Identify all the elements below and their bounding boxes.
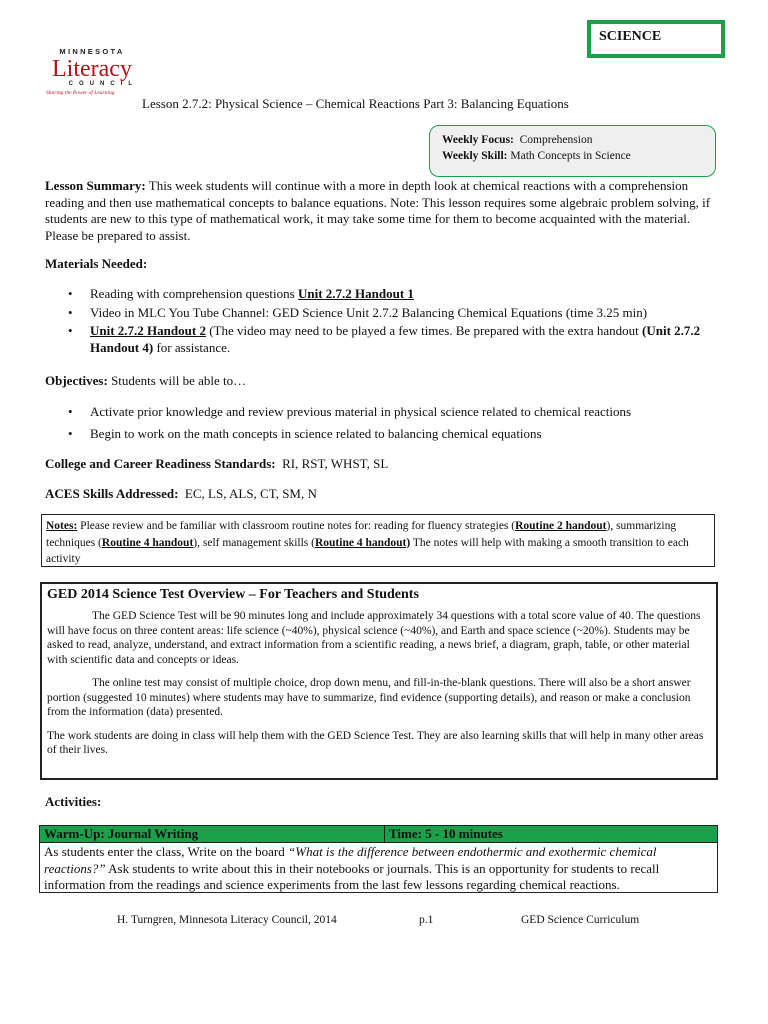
objective-item: • Begin to work on the math concepts in science related to balancing chemical equations bbox=[45, 426, 715, 443]
handout-1-link[interactable]: Unit 2.7.2 Handout 1 bbox=[297, 286, 414, 301]
notes-label: Notes: bbox=[46, 520, 78, 532]
ged-overview-box bbox=[40, 582, 718, 780]
objectives-list bbox=[45, 404, 715, 447]
footer-author: H. Turngren, Minnesota Literacy Council, 2014 bbox=[117, 914, 337, 926]
aces-skills: ACES Skills Addressed: EC, LS, ALS, CT, SM, N bbox=[45, 486, 317, 501]
warmup-table bbox=[39, 825, 718, 893]
ged-paragraph: The online test may consist of multiple choice, drop down menu, and fill-in-the-blank questions. There will also be a short answer portion (suggested 10 minutes) where students may have to summarize, find evidence (supporting details), and reason or make a conclusion from the information (data) presented. bbox=[47, 677, 691, 718]
materials-item: • Video in MLC You Tube Channel: GED Science Unit 2.7.2 Balancing Chemical Equations (time 3.25 min) bbox=[45, 305, 715, 322]
minnesota-literacy-council-logo bbox=[46, 47, 138, 96]
ged-overview-heading: GED 2014 Science Test Overview – For Teachers and Students bbox=[47, 587, 419, 602]
warmup-time: Time: 5 - 10 minutes bbox=[389, 826, 503, 841]
notes-box: Notes: Please review and be familiar with classroom routine notes for: reading for fluency strategies (Routine 2 handout), summarizing techniques (Routine 4 handout), self management skills (Routine 4 handout) The notes will help with making a smooth transition to each activity bbox=[41, 514, 715, 567]
logo-council: COUNCIL bbox=[68, 81, 138, 87]
materials-item: • Unit 2.7.2 Handout 2 (The video may need to be played a few times. Be prepared with the extra handout (Unit 2.7.2 Handout 4) for assistance. bbox=[45, 323, 715, 356]
objectives-label: Objectives: bbox=[45, 373, 108, 388]
subject-label-box bbox=[587, 20, 725, 58]
logo-name: Literacy bbox=[52, 56, 132, 82]
materials-heading: Materials Needed: bbox=[45, 256, 148, 271]
footer-curriculum: GED Science Curriculum bbox=[521, 914, 640, 926]
warmup-divider bbox=[384, 826, 385, 842]
warmup-header-bar bbox=[40, 826, 717, 843]
warmup-title: Warm-Up: Journal Writing bbox=[44, 826, 199, 841]
handout-2-link[interactable]: Unit 2.7.2 Handout 2 bbox=[90, 323, 206, 338]
lesson-summary-text: This week students will continue with a more in depth look at chemical reactions with a comprehension reading and then use mathematical concepts to balance equations. Note: This lesson requires some algebraic problem solving, if students are new to this type of mathematical work, it may take some time for them to become acquainted with the material. Please be prepared to assist. bbox=[45, 178, 711, 243]
warmup-body: As students enter the class, Write on the board “What is the difference between endothermic and exothermic chemical reactions?” Ask students to write about this in their notebooks or journals. This is an opportunity for students to recall information from the readings and science experiments from the last few lessons regarding chemical reactions. bbox=[44, 844, 660, 892]
lesson-title: Lesson 2.7.2: Physical Science – Chemical Reactions Part 3: Balancing Equations bbox=[142, 96, 569, 111]
lesson-summary bbox=[45, 178, 715, 244]
materials-list bbox=[45, 286, 715, 358]
ged-paragraph: The work students are doing in class will help them with the GED Science Test. They are also learning skills that will help in many other areas of their lives. bbox=[47, 729, 704, 756]
ged-paragraph: The GED Science Test will be 90 minutes long and include approximately 34 questions with a total score value of 40. The questions will have focus on three content areas: life science (~40%), physical science (~40%), and Earth and space science (~20%). Students may be asked to read, analyze, understand, and extract information from a scientific reading, a news brief, a diagram, graph, table, or other material with scientific data and concepts or ideas. bbox=[47, 610, 701, 666]
lesson-summary-label: Lesson Summary: bbox=[45, 178, 146, 193]
activities-heading: Activities: bbox=[45, 794, 102, 809]
ccr-standards: College and Career Readiness Standards: RI, RST, WHST, SL bbox=[45, 456, 389, 471]
materials-item: • Reading with comprehension questions Unit 2.7.2 Handout 1 bbox=[45, 286, 715, 303]
objective-item: • Activate prior knowledge and review previous material in physical science related to chemical reactions bbox=[45, 404, 715, 421]
weekly-focus-box bbox=[429, 125, 716, 177]
logo-tagline: Sharing the Power of Learning bbox=[46, 90, 115, 96]
footer-page: p.1 bbox=[419, 914, 434, 926]
objectives: Objectives: Students will be able to… bbox=[45, 373, 247, 388]
weekly-focus: Weekly Focus: Comprehension bbox=[442, 134, 593, 146]
subject-label: SCIENCE bbox=[599, 29, 662, 44]
weekly-skill: Weekly Skill: Math Concepts in Science bbox=[442, 150, 631, 162]
logo-state: MINNESOTA bbox=[59, 47, 125, 56]
